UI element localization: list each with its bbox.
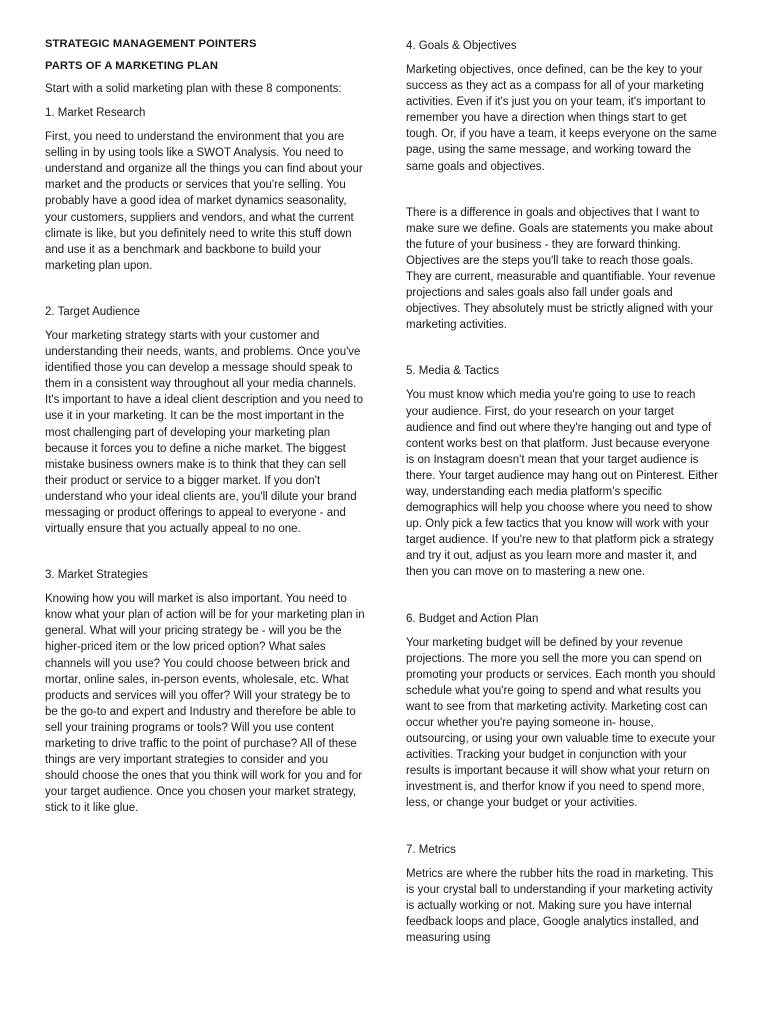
- right-column: [406, 38, 718, 946]
- section-body-goals-objectives-1: Marketing objectives, once defined, can be the key to your success as they act as a compass for all of your marketing activities. Even if it's just you on your team, it's important to remember you have a direction when things start to get tough. Or, if you have a team, it keeps everyone on the same page, using the same message, and working toward the same goals and objectives.: [406, 64, 717, 173]
- intro-text: Start with a solid marketing plan with these 8 components:: [45, 83, 342, 95]
- document-subtitle: PARTS OF A MARKETING PLAN: [45, 60, 218, 72]
- spacer: [45, 537, 365, 567]
- section-heading-target-audience: 2. Target Audience: [45, 305, 141, 318]
- spacer: [406, 812, 718, 842]
- spacer: [406, 333, 718, 363]
- section-heading-market-research: 1. Market Research: [45, 107, 146, 120]
- left-column: [45, 38, 365, 816]
- document-title: STRATEGIC MANAGEMENT POINTERS: [45, 38, 257, 50]
- section-heading-goals-objectives: 4. Goals & Objectives: [406, 40, 517, 52]
- section-heading-metrics: 7. Metrics: [406, 843, 456, 856]
- spacer: [406, 175, 718, 205]
- section-body-budget-action-plan: Your marketing budget will be defined by your revenue projections. The more you sell the more you can spend on promoting your products or services. Each month you should schedule what you're going to spend and what results you want to see from that marketing activity. Marketing cost can occur whether you're paying someone in- house, outsourcing, or using your own valuable time to execute your activities. Tracking your budget in conjunction with your results is important because it will show what your return on investment is, and therfor know if you need to spend more, less, or change your budget or your activities.: [406, 636, 716, 810]
- section-body-market-strategies: Knowing how you will market is also important. You need to know what your plan of action will be for your marketing plan in general. What will your pricing strategy be - will you be the higher-priced item or the low priced option? What sales channels will you use? You could choose between brick and mortar, online sales, in-person events, wholesale, etc. What products and services will you offer? Will your strategy be to be the go-to and expert and Industry and therefore be able to sell your training programs or tools? Will you use content marketing to drive traffic to the point of purchase? All of these things are very important strategies to consider and you should choose the ones that you think will work for you and for your target audience. Once you chosen your market strategy, stick to it like glue.: [45, 593, 365, 815]
- section-heading-media-tactics: 5. Media & Tactics: [406, 365, 500, 378]
- spacer: [45, 274, 365, 304]
- section-body-target-audience: Your marketing strategy starts with your customer and understanding their needs, wants, and problems. Once you've identified those you can develop a message should speak to them in a consistent way throughout all your media channels. It's important to have a ideal client description and you need to use it in your marketing. It can be the most important in the most challenging part of developing your marketing plan because it forces you to define a niche market. The biggest mistake business owners make is to think that they can sell their product or service to a bigger market. If you don't understand who your ideal clients are, you'll dilute your brand messaging or product offerings to appeal to everyone - and virtually ensure that you actually appeal to no one.: [45, 329, 364, 536]
- section-heading-budget-action-plan: 6. Budget and Action Plan: [406, 612, 539, 625]
- section-body-metrics: Metrics are where the rubber hits the road in marketing. This is your crystal ball to understanding if your marketing activity is actually working or not. Making sure you have internal feedback loops and place, Google analytics installed, and measuring using: [406, 867, 714, 944]
- section-body-media-tactics: You must know which media you're going to use to reach your audience. First, do your research on your target audience and find out where they're hanging out and type of content works best on that platform. Just because everyone is on Instagram doesn't mean that your target audience is there. Your target audience may hang out on Pinterest. Either way, understanding each media platform's specific demographics will help you choose where you need to show up. Only pick a few tactics that you know will work with your target audience. If you're new to that platform pick a strategy and try it out, adjust as you learn more and master it, and then you can move on to mastering a new one.: [406, 389, 718, 579]
- section-body-goals-objectives-2: There is a difference in goals and objectives that I want to make sure we define. Goals are statements you make about the future of your business - they are forward thinking. Objectives are the steps you'll take to reach those goals. They are current, measurable and quantifiable. Your revenue projections and sales goals also fall under goals and objectives. They absolutely must be strictly aligned with your marketing activities.: [406, 206, 716, 332]
- spacer: [406, 581, 718, 611]
- section-heading-market-strategies: 3. Market Strategies: [45, 569, 148, 582]
- section-body-market-research: First, you need to understand the environment that you are selling in by using tools like a SWOT Analysis. You need to understand and organize all the things you can find about your market and the products or services that you're selling. You probably have a good idea of market dynamics seasonality, your customers, suppliers and vendors, and what the current climate is like, but you definitely need to write this stuff down and use it as a benchmark and backbone to build your marketing plan upon.: [45, 131, 363, 272]
